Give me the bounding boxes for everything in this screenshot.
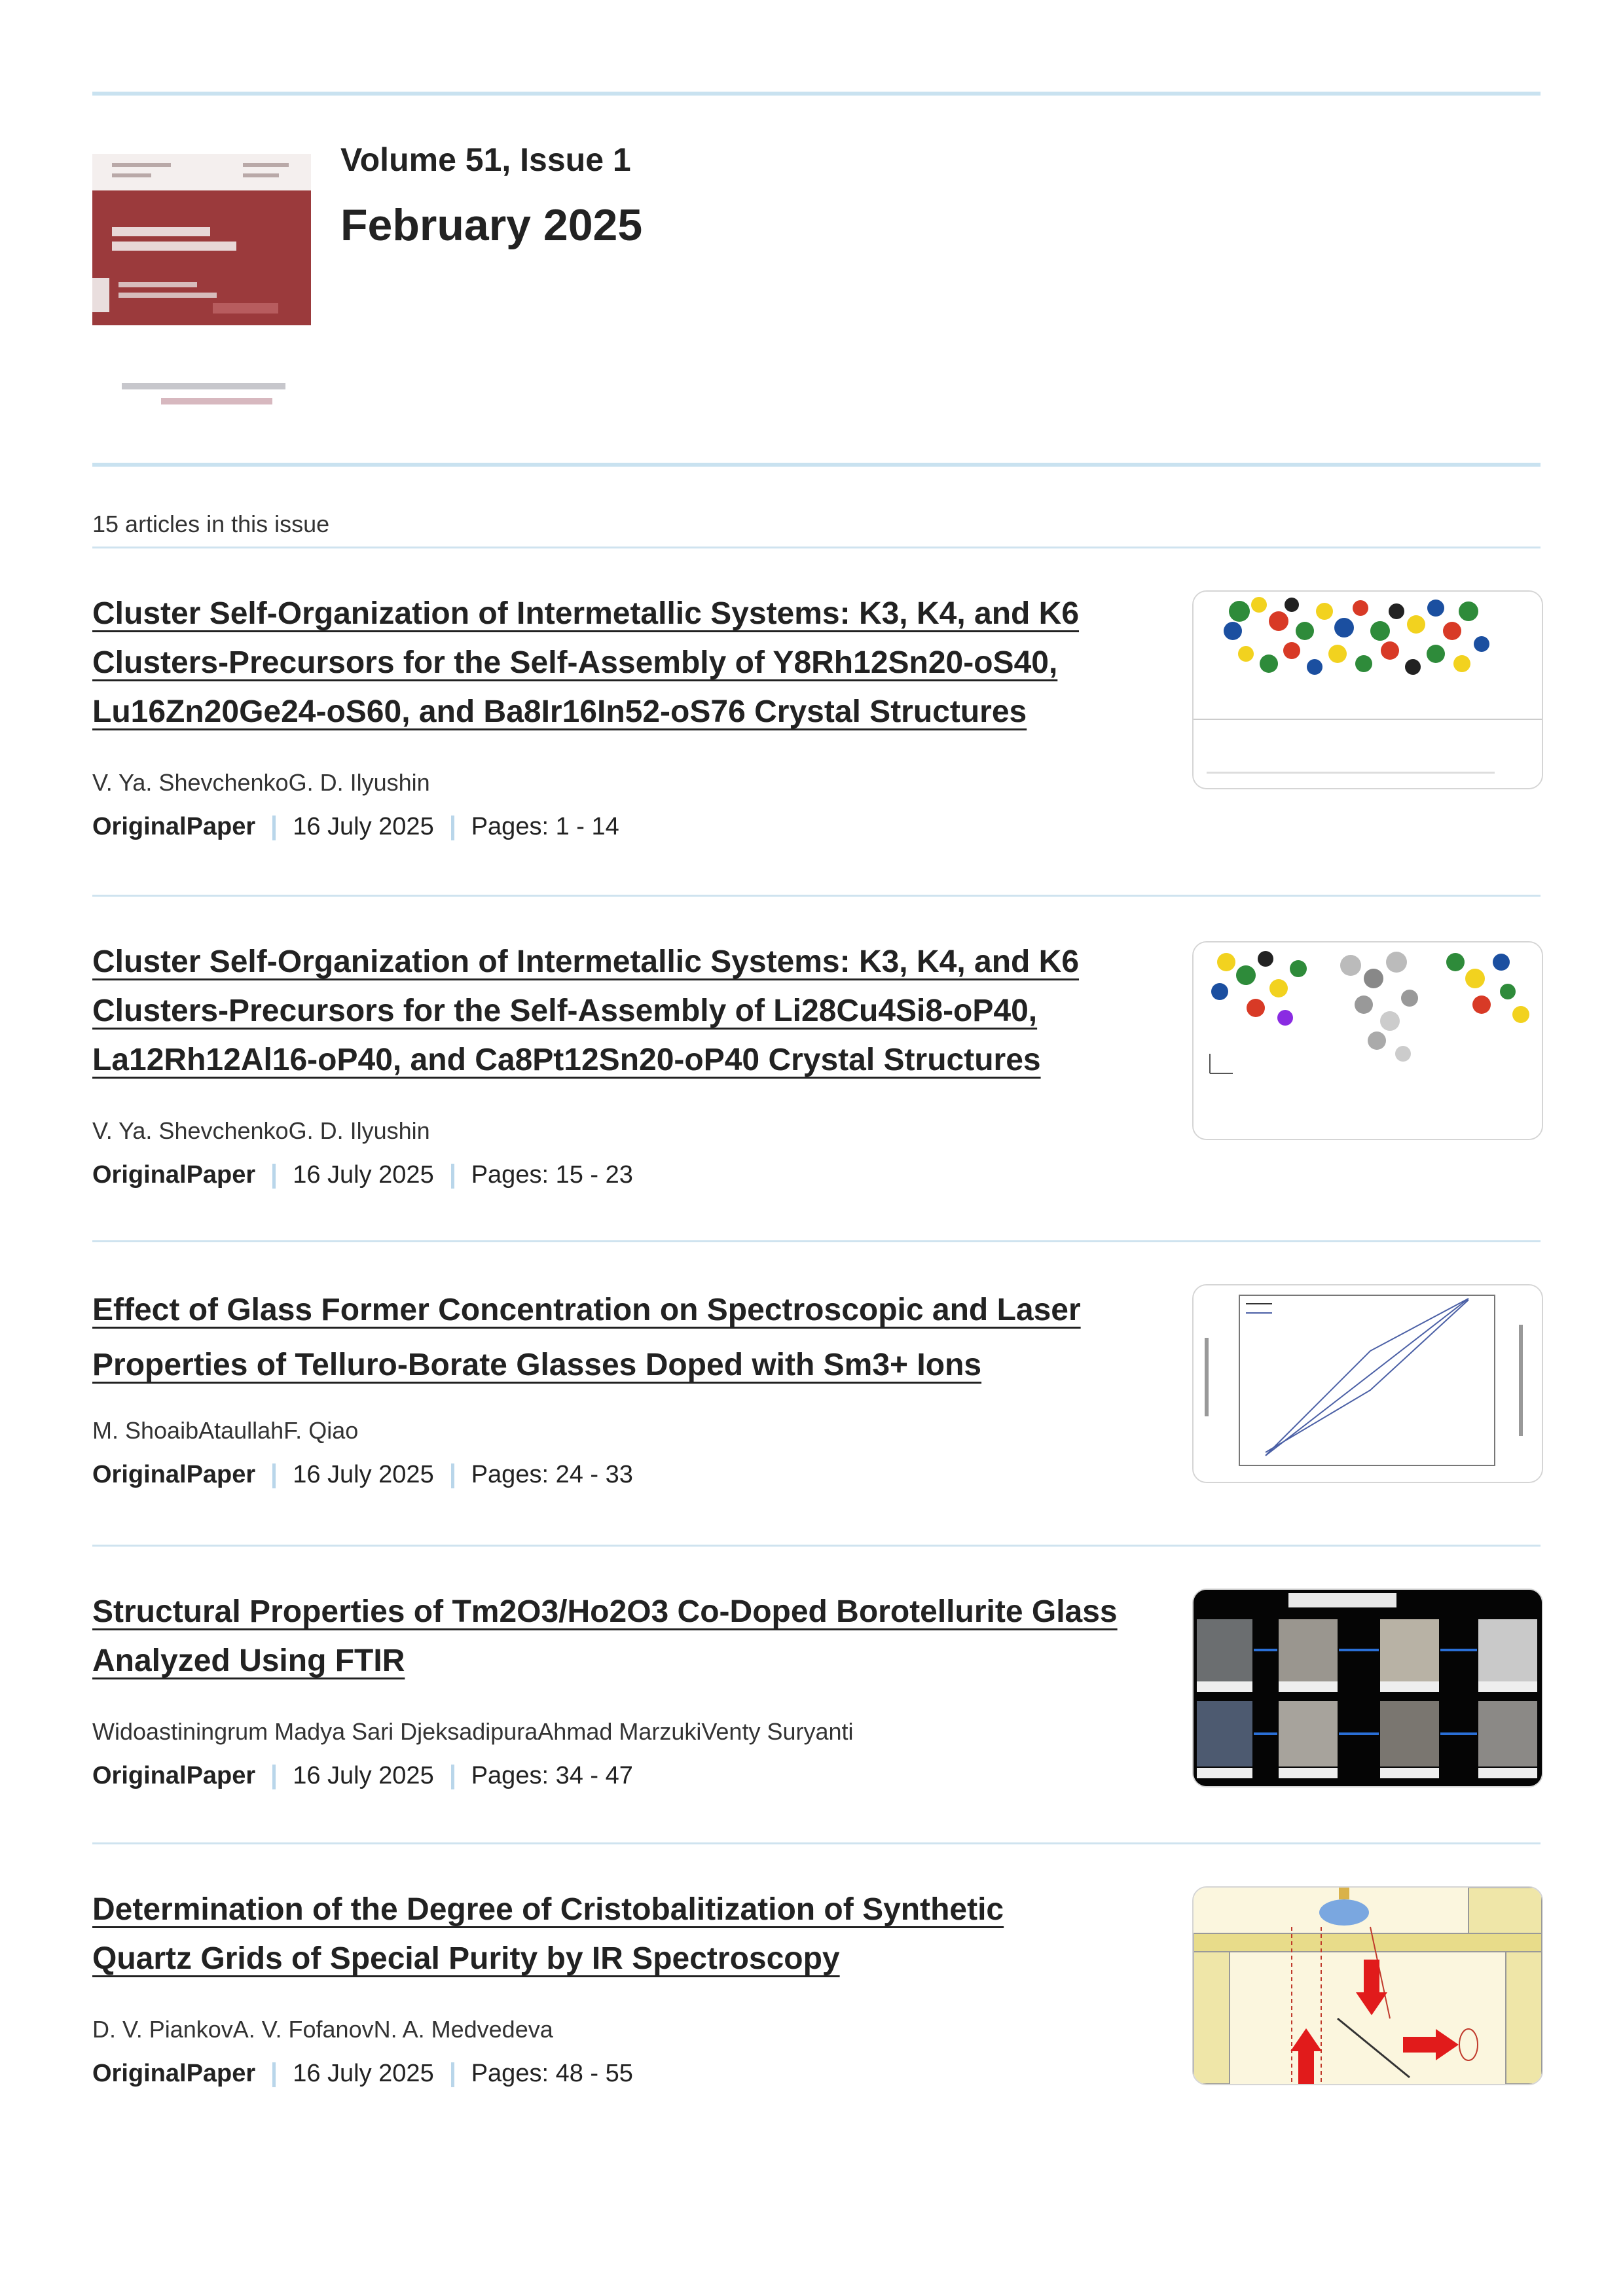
article-pages: Pages: 34 - 47	[471, 1762, 633, 1789]
article-thumbnail[interactable]	[1192, 590, 1543, 789]
article-thumbnail[interactable]	[1192, 1588, 1543, 1787]
issue-date: February 2025	[340, 200, 643, 250]
article-divider	[92, 1842, 1541, 1844]
article-date: 16 July 2025	[293, 1161, 434, 1189]
article-meta	[92, 1762, 633, 1790]
article-type: OriginalPaper	[92, 1161, 256, 1189]
article-date: 16 July 2025	[293, 813, 434, 840]
article-thumbnail[interactable]	[1192, 1284, 1543, 1483]
title-line[interactable]: Clusters-Precursors for the Self-Assembly of Y8Rh12Sn20-oS40,	[92, 645, 1058, 680]
density-molar-volume-plot	[1194, 1285, 1542, 1482]
crystal-structure-figure	[1194, 942, 1542, 1139]
article-date: 16 July 2025	[293, 1461, 434, 1488]
article-authors: V. Ya. ShevchenkoG. D. Ilyushin	[92, 769, 430, 796]
publisher-logo	[122, 380, 285, 412]
issue-header	[92, 134, 1541, 442]
article-authors: Widoastiningrum Madya Sari DjeksadipuraAhmad MarzukiVenty Suryanti	[92, 1718, 854, 1745]
title-line[interactable]: Cluster Self-Organization of Intermetallic Systems: K3, K4, and K6	[92, 944, 1080, 979]
article-divider	[92, 1545, 1541, 1547]
article-type: OriginalPaper	[92, 813, 256, 840]
article-pages: Pages: 24 - 33	[471, 1461, 633, 1488]
article-title-link[interactable]	[92, 937, 1173, 1085]
crystal-structure-figure	[1194, 592, 1542, 788]
article-authors: M. ShoaibAtaullahF. Qiao	[92, 1417, 359, 1444]
article-meta	[92, 2060, 633, 2088]
title-line[interactable]: Determination of the Degree of Cristobalitization of Synthetic	[92, 1892, 1004, 1927]
article-title-link[interactable]	[92, 1283, 1173, 1393]
count-divider	[92, 547, 1541, 548]
article-pages: Pages: 1 - 14	[471, 813, 619, 840]
title-line[interactable]: Analyzed Using FTIR	[92, 1643, 405, 1678]
article-authors: V. Ya. ShevchenkoG. D. Ilyushin	[92, 1117, 430, 1144]
article-divider	[92, 895, 1541, 897]
article-meta	[92, 813, 619, 841]
fabrication-process-flowchart	[1194, 1590, 1542, 1786]
ir-measurement-setup-diagram	[1194, 1888, 1542, 2084]
header-divider	[92, 463, 1541, 467]
article-title-link[interactable]	[92, 1587, 1173, 1685]
article-pages: Pages: 15 - 23	[471, 1161, 633, 1189]
title-line[interactable]: Properties of Telluro-Borate Glasses Doped with Sm3+ Ions	[92, 1348, 982, 1382]
title-line[interactable]: Clusters-Precursors for the Self-Assembly of Li28Cu4Si8-oP40,	[92, 994, 1038, 1028]
article-count: 15 articles in this issue	[92, 511, 330, 537]
title-line[interactable]: Quartz Grids of Special Purity by IR Spectroscopy	[92, 1941, 840, 1976]
title-line[interactable]: Cluster Self-Organization of Intermetallic Systems: K3, K4, and K6	[92, 596, 1080, 631]
article-thumbnail[interactable]	[1192, 1886, 1543, 2085]
article-authors: D. V. PiankovA. V. FofanovN. A. Medvedeva	[92, 2016, 553, 2043]
article-meta	[92, 1161, 633, 1189]
article-type: OriginalPaper	[92, 1461, 256, 1488]
top-divider	[92, 92, 1541, 96]
article-pages: Pages: 48 - 55	[471, 2060, 633, 2087]
article-type: OriginalPaper	[92, 2060, 256, 2087]
title-line[interactable]: Effect of Glass Former Concentration on Spectroscopic and Laser	[92, 1293, 1081, 1327]
article-thumbnail[interactable]	[1192, 941, 1543, 1140]
article-title-link[interactable]	[92, 589, 1173, 736]
title-line[interactable]: Lu16Zn20Ge24-oS60, and Ba8Ir16In52-oS76 Crystal Structures	[92, 694, 1027, 729]
article-type: OriginalPaper	[92, 1762, 256, 1789]
journal-cover[interactable]	[92, 154, 311, 325]
title-line[interactable]: La12Rh12Al16-oP40, and Ca8Pt12Sn20-oP40 Crystal Structures	[92, 1043, 1041, 1077]
article-title-link[interactable]	[92, 1885, 1173, 1983]
article-date: 16 July 2025	[293, 1762, 434, 1789]
article-divider	[92, 1240, 1541, 1242]
title-line[interactable]: Structural Properties of Tm2O3/Ho2O3 Co-Doped Borotellurite Glass	[92, 1594, 1118, 1629]
article-meta	[92, 1461, 633, 1489]
issue-volume: Volume 51, Issue 1	[340, 141, 631, 178]
article-date: 16 July 2025	[293, 2060, 434, 2087]
